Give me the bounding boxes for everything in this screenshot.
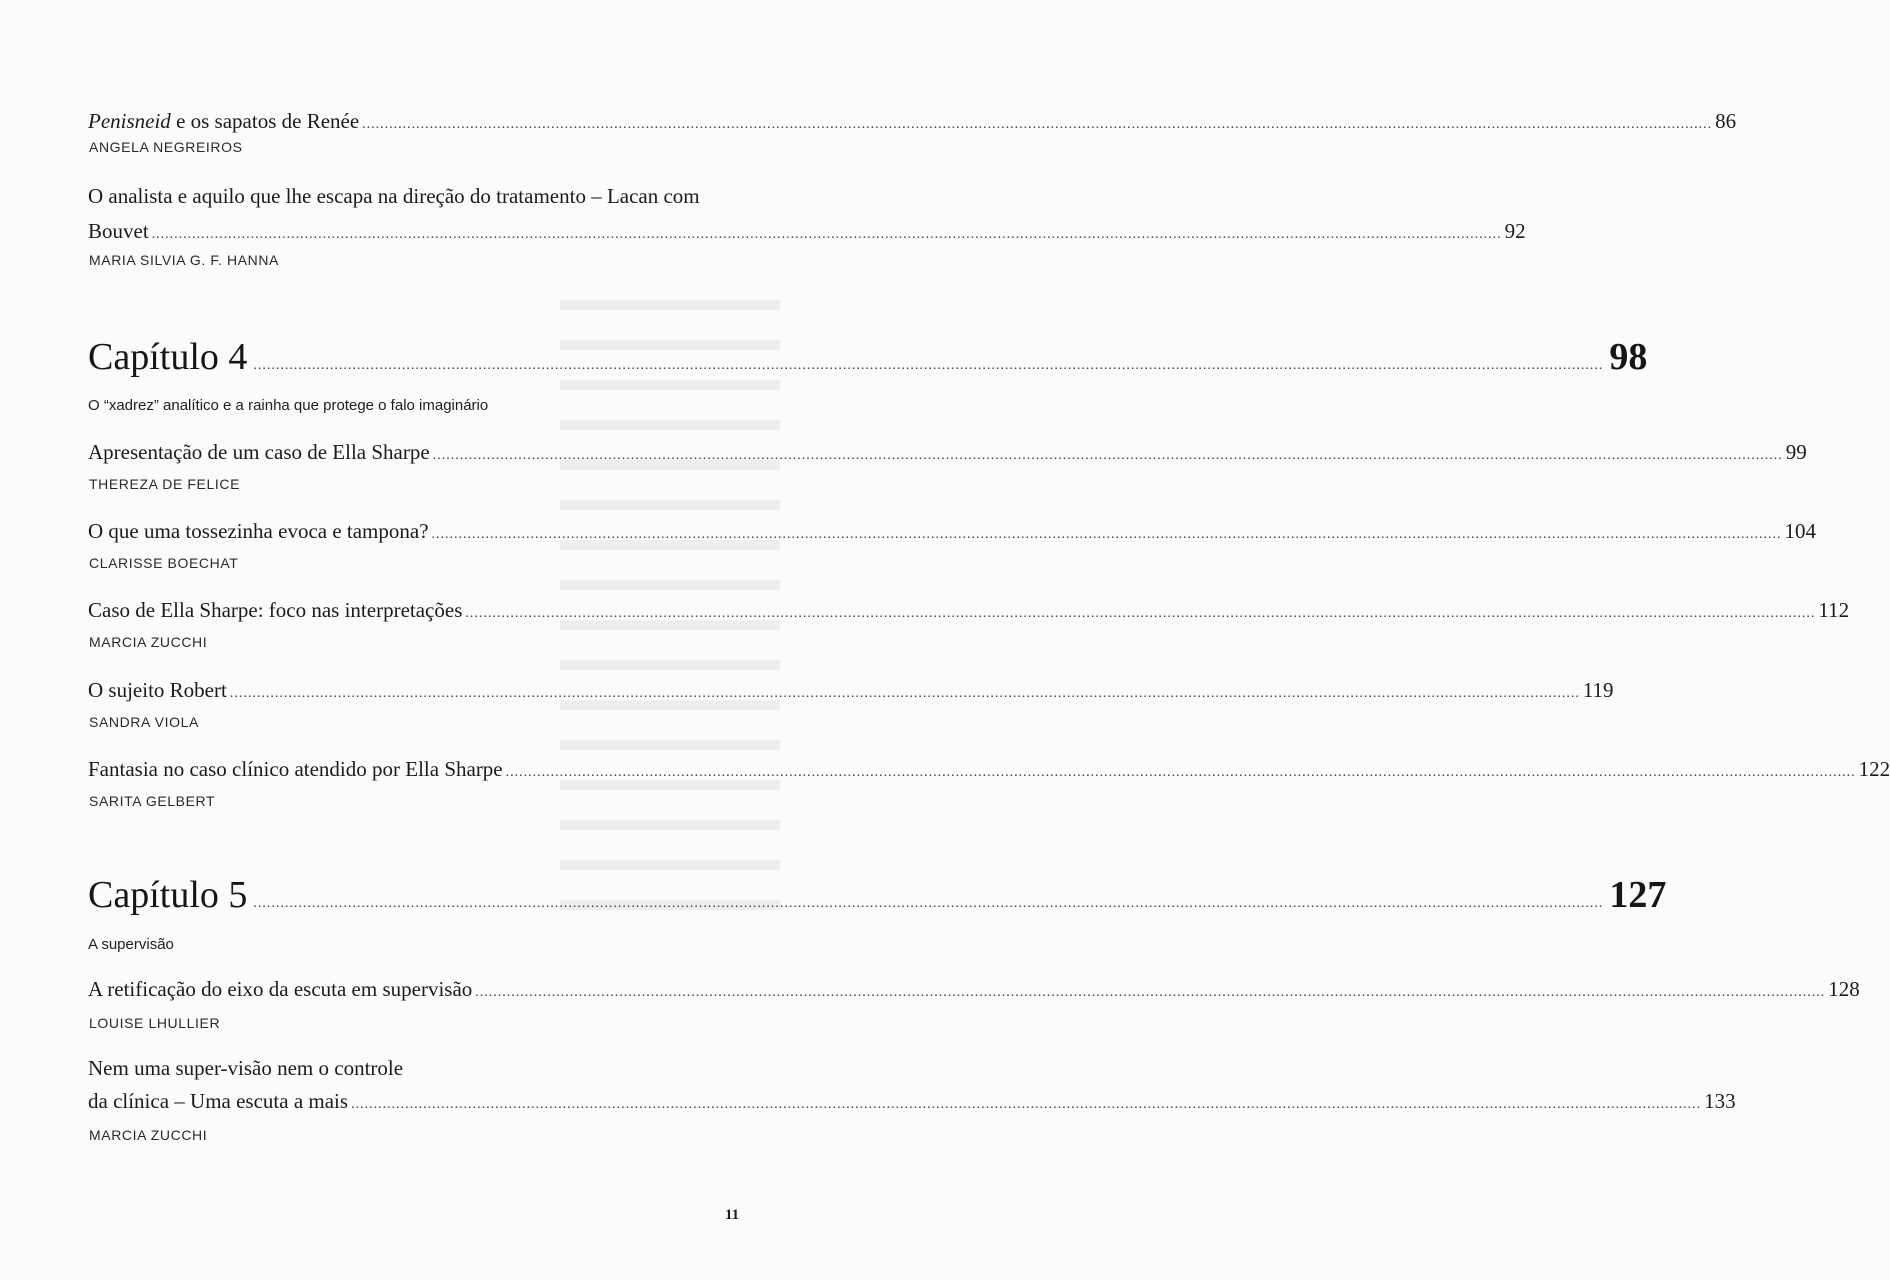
page-number: 11 xyxy=(725,1207,740,1223)
entry-author: LOUISE LHULLIER xyxy=(89,1015,221,1031)
toc-entry xyxy=(88,439,1807,469)
entry-author: MARIA SILVIA G. F. HANNA xyxy=(89,252,279,268)
dot-leader: ............................................................................................................................................................................................................................................................................................................ xyxy=(351,1097,1702,1112)
dot-leader: ............................................................................................................................................................................................................................................................................................................ xyxy=(475,985,1826,1000)
entry-page: 122 xyxy=(1858,757,1890,781)
entry-page: 128 xyxy=(1828,977,1860,1001)
entry-page: 86 xyxy=(1715,109,1737,133)
dot-leader: ............................................................................................................................................................................................................................................................................................................ xyxy=(253,358,1604,373)
entry-page: 112 xyxy=(1818,598,1850,622)
entry-page: 99 xyxy=(1785,440,1807,464)
dot-leader: ............................................................................................................................................................................................................................................................................................................ xyxy=(362,117,1713,132)
toc-entry xyxy=(88,518,1817,548)
entry-page: 133 xyxy=(1704,1089,1736,1113)
entry-title: O que uma tossezinha evoca e tampona? xyxy=(88,519,429,543)
dot-leader: ............................................................................................................................................................................................................................................................................................................ xyxy=(229,686,1580,701)
toc-entry xyxy=(88,976,1860,1006)
chapter-title: Capítulo 5 xyxy=(88,874,248,916)
chapter-page: 127 xyxy=(1609,874,1667,916)
entry-title: Penisneid e os sapatos de Renée xyxy=(88,109,360,133)
entry-title: A retificação do eixo da escuta em supervisão xyxy=(88,977,473,1001)
entry-page: 104 xyxy=(1784,519,1817,543)
toc-entry xyxy=(88,597,1850,627)
toc-entry-line2 xyxy=(88,1088,1736,1118)
dot-leader: ............................................................................................................................................................................................................................................................................................................ xyxy=(431,527,1782,542)
chapter-5-heading xyxy=(88,873,1667,917)
entry-title: Apresentação de um caso de Ella Sharpe xyxy=(88,440,430,464)
entry-author: SANDRA VIOLA xyxy=(89,714,199,730)
entry-author: CLARISSE BOECHAT xyxy=(89,555,239,571)
chapter-title: Capítulo 4 xyxy=(88,336,248,378)
dot-leader: ............................................................................................................................................................................................................................................................................................................ xyxy=(465,606,1816,621)
dot-leader: ............................................................................................................................................................................................................................................................................................................ xyxy=(432,448,1783,463)
entry-author: SARITA GELBERT xyxy=(89,793,216,809)
entry-author: THEREZA DE FELICE xyxy=(89,476,241,492)
toc-entry xyxy=(88,756,1890,786)
chapter-4-heading xyxy=(88,335,1648,379)
toc-entry-line1: Nem uma super-visão nem o controle xyxy=(88,1056,404,1080)
dot-leader: ............................................................................................................................................................................................................................................................................................................ xyxy=(151,227,1502,242)
entry-author: ANGELA NEGREIROS xyxy=(89,139,243,155)
toc-entry xyxy=(88,677,1614,707)
entry-author: MARCIA ZUCCHI xyxy=(89,634,208,650)
entry-page: 119 xyxy=(1582,678,1614,702)
dot-leader: ............................................................................................................................................................................................................................................................................................................ xyxy=(253,896,1604,911)
toc-entry-analista-line2 xyxy=(88,218,1526,248)
entry-title: O sujeito Robert xyxy=(88,678,227,702)
entry-title: Caso de Ella Sharpe: foco nas interpretações xyxy=(88,598,463,622)
chapter-subtitle: A supervisão xyxy=(88,936,174,953)
entry-page: 92 xyxy=(1504,219,1526,243)
dot-leader: ............................................................................................................................................................................................................................................................................................................ xyxy=(505,765,1856,780)
entry-title: Bouvet xyxy=(88,219,149,243)
chapter-subtitle: O “xadrez” analítico e a rainha que protege o falo imaginário xyxy=(88,397,489,414)
toc-entry-penisneid xyxy=(88,108,1737,138)
entry-title: da clínica – Uma escuta a mais xyxy=(88,1089,349,1113)
entry-title: Fantasia no caso clínico atendido por Ella Sharpe xyxy=(88,757,503,781)
entry-author: MARCIA ZUCCHI xyxy=(89,1127,208,1143)
chapter-page: 98 xyxy=(1609,336,1648,378)
toc-entry-analista-line1: O analista e aquilo que lhe escapa na direção do tratamento – Lacan com xyxy=(88,184,700,208)
